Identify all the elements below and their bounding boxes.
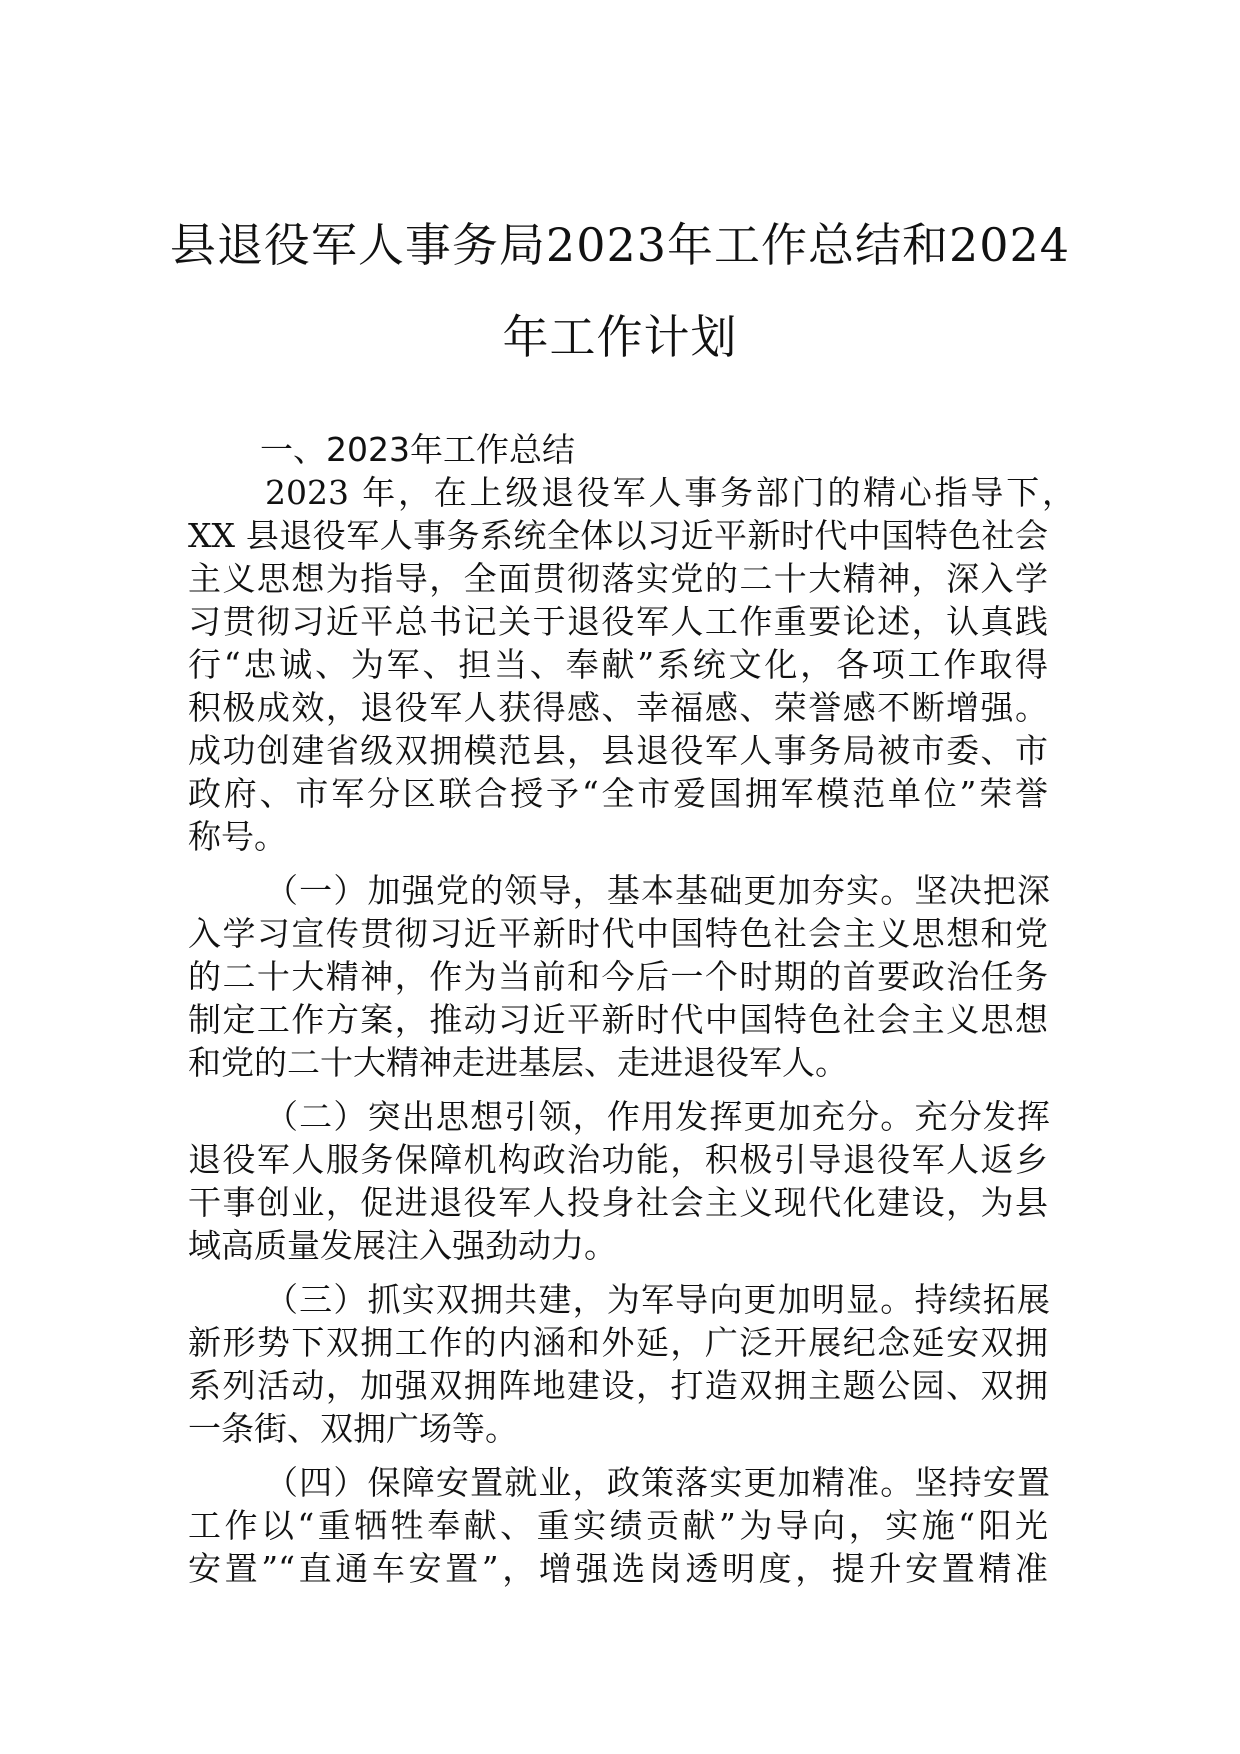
paragraph-line: 积极成效，退役军人获得感、幸福感、荣誉感不断增强。 xyxy=(188,688,1048,727)
paragraph-line: 称号。 xyxy=(188,817,287,856)
paragraph-line: （二）突出思想引领，作用发挥更加充分。充分发挥 xyxy=(265,1097,1050,1136)
paragraph-line: 安置”“直通车安置”，增强选岗透明度，提升安置精准 xyxy=(188,1549,1048,1588)
paragraph-line: 2023 年，在上级退役军人事务部门的精心指导下， xyxy=(265,473,1075,512)
paragraph-line: （一）加强党的领导，基本基础更加夯实。坚决把深 xyxy=(265,871,1050,910)
paragraph-line: 制定工作方案，推动习近平新时代中国特色社会主义思想 xyxy=(188,1000,1048,1039)
paragraph-line: XX 县退役军人事务系统全体以习近平新时代中国特色社会 xyxy=(188,516,1048,555)
paragraph-line: 干事创业，促进退役军人投身社会主义现代化建设，为县 xyxy=(188,1183,1048,1222)
paragraph-line: 入学习宣传贯彻习近平新时代中国特色社会主义思想和党 xyxy=(188,914,1048,953)
document-title-line-1: 县退役军人事务局2023年工作总结和2024 xyxy=(169,218,1071,272)
paragraph-line: 政府、市军分区联合授予“全市爱国拥军模范单位”荣誉 xyxy=(188,774,1048,813)
paragraph-line: 主义思想为指导，全面贯彻落实党的二十大精神，深入学 xyxy=(188,559,1048,598)
section-heading: 一、2023年工作总结 xyxy=(260,430,575,469)
paragraph-line: 新形势下双拥工作的内涵和外延，广泛开展纪念延安双拥 xyxy=(188,1323,1048,1362)
paragraph-line: 系列活动，加强双拥阵地建设，打造双拥主题公园、双拥 xyxy=(188,1366,1048,1405)
paragraph-line: 退役军人服务保障机构政治功能，积极引导退役军人返乡 xyxy=(188,1140,1048,1179)
paragraph-line: 行“忠诚、为军、担当、奉献”系统文化，各项工作取得 xyxy=(188,645,1048,684)
document-title-line-2: 年工作计划 xyxy=(502,310,738,364)
paragraph-line: 习贯彻习近平总书记关于退役军人工作重要论述，认真践 xyxy=(188,602,1048,641)
paragraph-line: （三）抓实双拥共建，为军导向更加明显。持续拓展 xyxy=(265,1280,1050,1319)
paragraph-line: （四）保障安置就业，政策落实更加精准。坚持安置 xyxy=(265,1463,1050,1502)
paragraph-line: 的二十大精神，作为当前和今后一个时期的首要政治任务 xyxy=(188,957,1048,996)
paragraph-line: 工作以“重牺牲奉献、重实绩贡献”为导向，实施“阳光 xyxy=(188,1506,1048,1545)
paragraph-line: 和党的二十大精神走进基层、走进退役军人。 xyxy=(188,1043,848,1082)
paragraph-line: 一条街、双拥广场等。 xyxy=(188,1409,518,1448)
paragraph-line: 成功创建省级双拥模范县，县退役军人事务局被市委、市 xyxy=(188,731,1048,770)
paragraph-line: 域高质量发展注入强劲动力。 xyxy=(188,1226,617,1265)
